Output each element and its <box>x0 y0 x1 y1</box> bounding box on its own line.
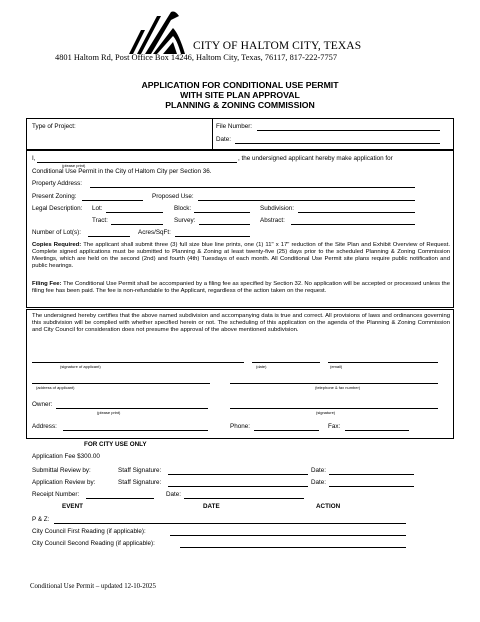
date-column-header: DATE <box>203 503 220 510</box>
event-column-header: EVENT <box>62 503 83 510</box>
owner-label: Owner: <box>32 401 53 408</box>
receipt-date-label: Date: <box>166 491 182 498</box>
owner-phone-field[interactable] <box>254 430 319 431</box>
present-zoning-field[interactable] <box>82 200 143 201</box>
submittal-date-field[interactable] <box>329 474 414 475</box>
date-label: Date: <box>216 136 232 143</box>
footer-text: Conditional Use Permit – updated 12-10-2025 <box>30 583 156 590</box>
proposed-use-label: Proposed Use: <box>152 193 194 200</box>
acres-label: Acres/SqFt: <box>138 229 171 236</box>
receipt-number-field[interactable] <box>86 498 154 499</box>
city-use-heading: FOR CITY USE ONLY <box>84 441 147 448</box>
subdivision-field[interactable] <box>298 212 415 213</box>
owner-name-field[interactable] <box>56 408 208 409</box>
tract-field[interactable] <box>111 224 163 225</box>
receipt-date-field[interactable] <box>184 498 304 499</box>
first-reading-field[interactable] <box>170 535 406 536</box>
email-hint: (email) <box>330 364 343 369</box>
project-box-divider <box>212 118 213 150</box>
copies-required-paragraph <box>32 242 450 270</box>
date-hint: (date) <box>256 364 267 369</box>
title-line1: APPLICATION FOR CONDITIONAL USE PERMIT <box>141 80 339 90</box>
legal-description-label: Legal Description: <box>32 205 83 212</box>
owner-phone-label: Phone: <box>230 423 250 430</box>
city-logo <box>127 10 189 56</box>
application-staff-signature-label: Staff Signature: <box>118 479 162 486</box>
owner-signature-field[interactable] <box>230 408 438 409</box>
proposed-use-field[interactable] <box>198 200 415 201</box>
filing-fee-label: Filing Fee: <box>32 281 62 287</box>
owner-address-field[interactable] <box>63 430 208 431</box>
application-date-label: Date: <box>311 479 327 486</box>
submittal-staff-signature-label: Staff Signature: <box>118 467 162 474</box>
submittal-date-label: Date: <box>311 467 327 474</box>
second-reading-field[interactable] <box>180 547 406 548</box>
first-reading-label: City Council First Reading (if applicable): <box>32 528 146 535</box>
file-number-field[interactable] <box>257 130 440 131</box>
title-line2: WITH SITE PLAN APPROVAL <box>180 90 300 100</box>
title-line3: PLANNING & ZONING COMMISSION <box>165 100 315 110</box>
type-of-project-label: Type of Project: <box>32 123 76 130</box>
city-address: 4801 Haltom Rd, Post Office Box 14246, Haltom City, Texas, 76117, 817-222-7757 <box>55 53 338 62</box>
survey-label: Survey: <box>174 217 196 224</box>
owner-fax-label: Fax: <box>328 423 341 430</box>
application-date-field[interactable] <box>329 486 414 487</box>
applicant-date-field[interactable] <box>252 362 320 363</box>
copies-required-text: The applicant shall submit three (3) full size blue line prints, one (1) 11" x 17" reduction of the Site Plan and Exhibit Overview of Request. Complete signed applications must be submitted to Planning & Zoning at least twenty-five (25) days prior to the scheduled Planning & Zoning Commission Meetings, which are held on the second (2nd) and fourth (4th) Tuesdays of each month. All Conditional Use Permit site plans require public notification and public hearings. <box>32 242 451 269</box>
pz-field[interactable] <box>54 523 406 524</box>
acres-field[interactable] <box>175 236 250 237</box>
abstract-field[interactable] <box>291 224 415 225</box>
present-zoning-label: Present Zoning: <box>32 193 77 200</box>
second-reading-label: City Council Second Reading (if applicable): <box>32 540 155 547</box>
property-address-field[interactable] <box>90 187 415 188</box>
lot-label: Lot: <box>92 205 103 212</box>
applicant-address-field[interactable] <box>32 383 210 384</box>
number-of-lots-label: Number of Lot(s): <box>32 229 81 236</box>
applicant-statement: , the undersigned applicant hereby make application for <box>238 155 393 162</box>
pz-label: P & Z: <box>32 516 50 523</box>
owner-please-print-hint: (please print) <box>97 410 121 415</box>
subdivision-label: Subdivision: <box>260 205 294 212</box>
address-of-applicant-hint: (address of applicant) <box>36 385 75 390</box>
block-label: Block: <box>174 205 192 212</box>
property-address-label: Property Address: <box>32 180 83 187</box>
telephone-fax-hint: (telephone & fax number) <box>315 385 361 390</box>
i-label: I, <box>32 155 36 162</box>
please-print-hint: (please print) <box>62 163 86 168</box>
file-number-label: File Number: <box>216 123 253 130</box>
applicant-telephone-field[interactable] <box>230 383 438 384</box>
filing-fee-text: The Conditional Use Permit shall be accompanied by a filing fee as specified by Section 32. No application will be accepted or processed unless the filing fee has been paid. The fee is non-refundable to the Applicant, regardless of the action taken on the request. <box>32 281 450 294</box>
applicant-statement-line2: Conditional Use Permit in the City of Haltom City per Section 36. <box>32 168 212 175</box>
filing-fee-paragraph <box>32 281 450 295</box>
owner-address-label: Address: <box>32 423 57 430</box>
application-review-label: Application Review by: <box>32 479 96 486</box>
signature-of-applicant-hint: (signature of applicant) <box>60 364 101 369</box>
date-field[interactable] <box>235 143 440 144</box>
certification-text: The undersigned hereby certifies that the above named subdivision and accompanying data is true and correct. All provisions of laws and ordinances governing this subdivision will be complied with whether specified herein or not. The scheduling of this application on the agenda of the Planning & Zoning Commission and City Council for consideration does not presume the approval of the above mentioned subdivision. <box>32 313 450 333</box>
block-field[interactable] <box>194 212 250 213</box>
receipt-number-label: Receipt Number: <box>32 491 80 498</box>
lot-field[interactable] <box>106 212 163 213</box>
submittal-staff-signature-field[interactable] <box>168 474 308 475</box>
application-fee: Application Fee $300.00 <box>32 453 100 460</box>
owner-signature-hint: (signature) <box>316 410 336 415</box>
number-of-lots-field[interactable] <box>88 236 130 237</box>
action-column-header: ACTION <box>316 503 341 510</box>
applicant-signature-field[interactable] <box>32 362 244 363</box>
city-name: CITY OF HALTOM CITY, TEXAS <box>193 40 362 52</box>
applicant-email-field[interactable] <box>328 362 438 363</box>
submittal-review-label: Submittal Review by: <box>32 467 91 474</box>
abstract-label: Abstract: <box>260 217 285 224</box>
tract-label: Tract: <box>92 217 108 224</box>
application-staff-signature-field[interactable] <box>168 486 308 487</box>
survey-field[interactable] <box>199 224 250 225</box>
owner-fax-field[interactable] <box>345 430 409 431</box>
copies-required-label: Copies Required: <box>32 242 82 248</box>
